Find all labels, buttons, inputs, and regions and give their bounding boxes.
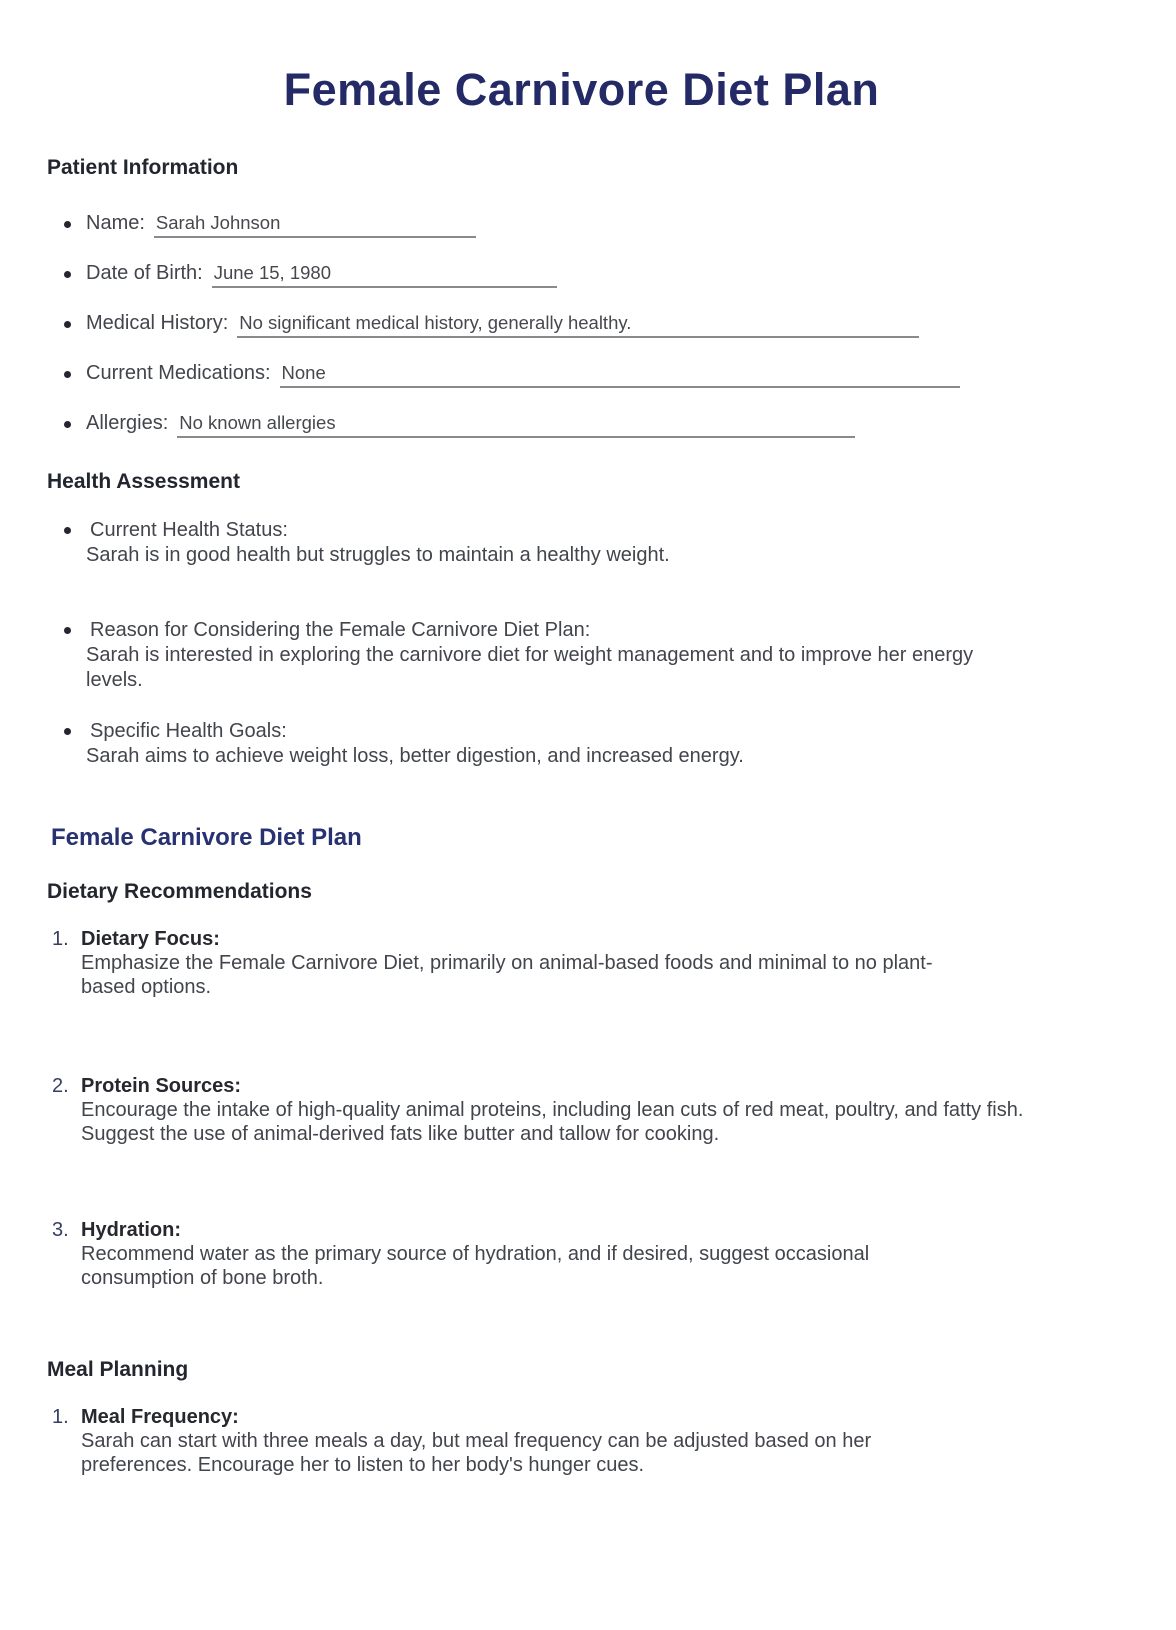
- bullet-icon: [64, 728, 71, 735]
- field-row-allergies: [47, 409, 1116, 438]
- health-item-body: [86, 518, 670, 568]
- health-item-goals: [47, 719, 1116, 769]
- health-item-body: [86, 618, 976, 693]
- health-item-label: Specific Health Goals:: [90, 720, 287, 742]
- health-item-text: Sarah aims to achieve weight loss, better digestion, and increased energy.: [86, 745, 744, 767]
- patient-information-heading: Patient Information: [47, 156, 239, 179]
- patient-information-section: [47, 155, 1116, 438]
- item-text: Sarah can start with three meals a day, but meal frequency can be adjusted based on her preferences. Encourage her to listen to her body's hunger cues.: [81, 1430, 872, 1476]
- bullet-icon: [64, 271, 71, 278]
- recommendation-hydration: [47, 1218, 1116, 1290]
- health-item-label: Current Health Status:: [90, 519, 288, 541]
- recommendation-protein-sources: [47, 1074, 1116, 1146]
- field-value-underline: No significant medical history, generally healthy.: [237, 309, 919, 338]
- field-label: Current Medications:: [86, 362, 271, 384]
- field-row-name: [47, 209, 1116, 238]
- field-value-underline: June 15, 1980: [212, 259, 557, 288]
- field-label: Name:: [86, 212, 145, 234]
- meal-planning-list: [47, 1405, 1116, 1477]
- health-assessment-heading: Health Assessment: [47, 470, 240, 493]
- item-number: 1.: [52, 1406, 69, 1428]
- item-number: 2.: [52, 1075, 69, 1097]
- health-item-current-status: [47, 518, 1116, 568]
- health-assessment-section: [47, 469, 1116, 769]
- health-item-text: Sarah is in good health but struggles to maintain a healthy weight.: [86, 544, 670, 566]
- document-title: Female Carnivore Diet Plan: [283, 64, 880, 115]
- diet-plan-heading: Female Carnivore Diet Plan: [51, 824, 362, 851]
- item-body: [81, 927, 961, 999]
- health-item-text: Sarah is interested in exploring the carnivore diet for weight management and to improve her energy levels.: [86, 644, 974, 691]
- item-text: Emphasize the Female Carnivore Diet, primarily on animal-based foods and minimal to no plant-based options.: [81, 952, 933, 998]
- bullet-icon: [64, 421, 71, 428]
- meal-item-frequency: [47, 1405, 1116, 1477]
- field-label: Date of Birth:: [86, 262, 203, 284]
- dietary-recommendations-list: [47, 927, 1116, 1290]
- bullet-icon: [64, 527, 71, 534]
- field-value-underline: Sarah Johnson: [154, 209, 476, 238]
- item-label: Dietary Focus:: [81, 928, 220, 950]
- bullet-icon: [64, 321, 71, 328]
- diet-plan-section: [47, 823, 1116, 1477]
- field-row-medical-history: [47, 309, 1116, 338]
- item-text: Recommend water as the primary source of hydration, and if desired, suggest occasional consumption of bone broth.: [81, 1243, 870, 1289]
- item-body: [81, 1405, 941, 1477]
- item-number: 3.: [52, 1219, 69, 1241]
- item-body: [81, 1218, 961, 1290]
- health-item-label: Reason for Considering the Female Carnivore Diet Plan:: [90, 619, 591, 641]
- item-text: Encourage the intake of high-quality animal proteins, including lean cuts of red meat, poultry, and fatty fish. Suggest the use of animal-derived fats like butter and tallow for cooking.: [81, 1099, 1024, 1145]
- item-label: Hydration:: [81, 1219, 181, 1241]
- bullet-icon: [64, 627, 71, 634]
- field-row-date-of-birth: [47, 259, 1116, 288]
- item-number: 1.: [52, 928, 69, 950]
- field-value-underline: No known allergies: [177, 409, 855, 438]
- bullet-icon: [64, 221, 71, 228]
- field-label: Medical History:: [86, 312, 229, 334]
- dietary-recommendations-heading: Dietary Recommendations: [47, 880, 312, 903]
- field-label: Allergies:: [86, 412, 169, 434]
- patient-fields-list: [47, 209, 1116, 438]
- health-assessment-list: [47, 518, 1116, 769]
- field-row-current-medications: [47, 359, 1116, 388]
- item-label: Protein Sources:: [81, 1075, 242, 1097]
- item-label: Meal Frequency:: [81, 1406, 239, 1428]
- bullet-icon: [64, 371, 71, 378]
- health-item-reason: [47, 618, 1116, 693]
- health-item-body: [86, 719, 744, 769]
- field-value-underline: None: [280, 359, 960, 388]
- recommendation-dietary-focus: [47, 927, 1116, 999]
- meal-planning-heading: Meal Planning: [47, 1358, 189, 1381]
- item-body: [81, 1074, 1031, 1146]
